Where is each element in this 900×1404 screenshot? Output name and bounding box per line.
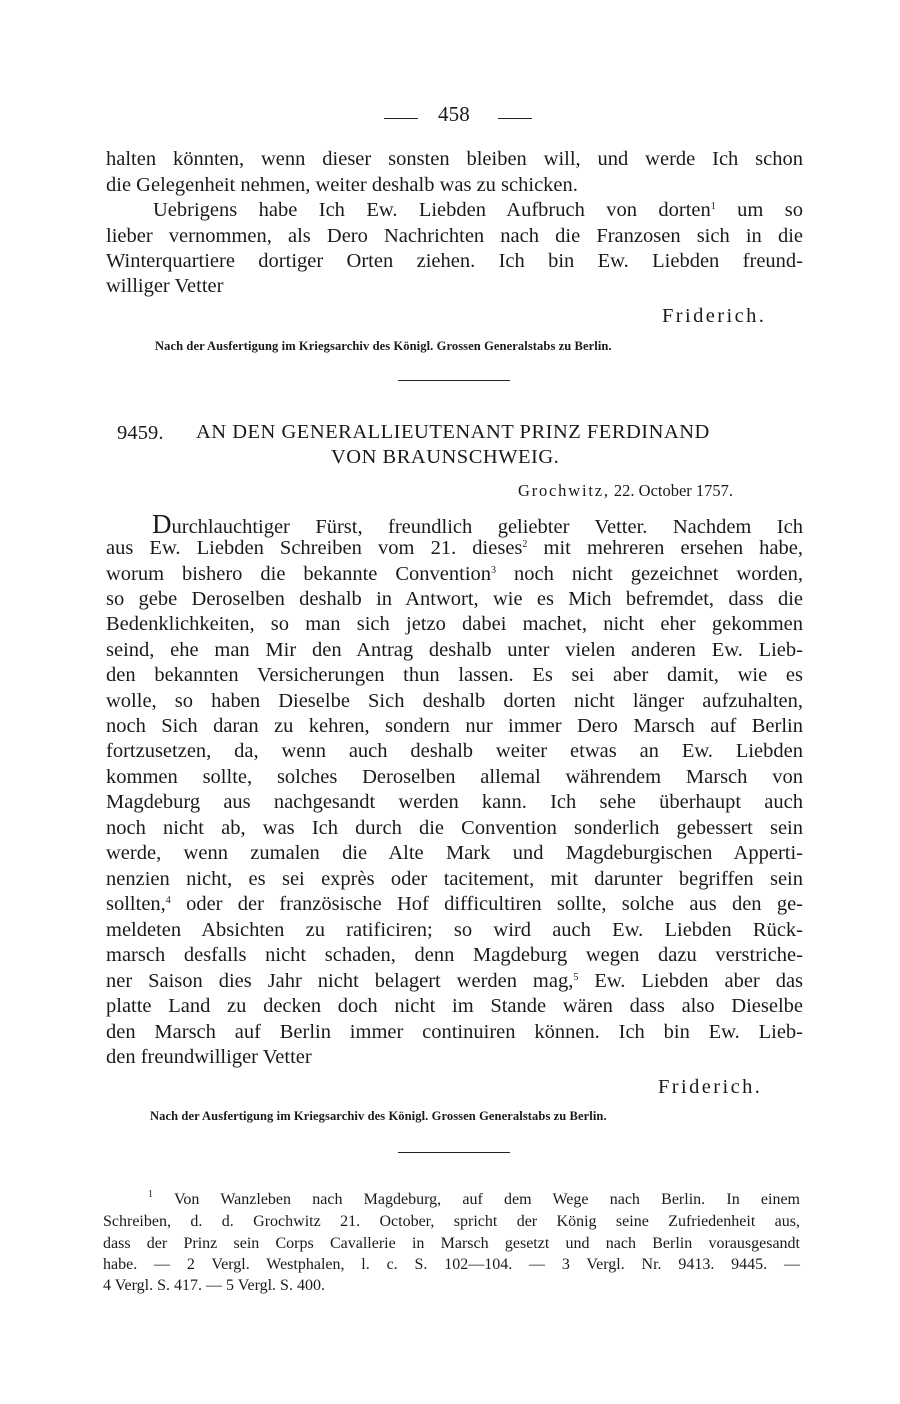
- text-line: nenzien nicht, es sei exprès oder tacitement, mit darunter begriffen sein: [106, 868, 803, 890]
- text-line: fortzusetzen, da, wenn auch deshalb weiter etwas an Ew. Liebden: [106, 740, 803, 762]
- text-line: noch nicht ab, was Ich durch die Convention sonderlich gebessert sein: [106, 817, 803, 839]
- footnote-line: 4 Vergl. S. 417. — 5 Vergl. S. 400.: [103, 1277, 325, 1294]
- letter-number: 9459.: [117, 422, 164, 444]
- text-line: lieber vernommen, als Dero Nachrichten nach die Franzosen sich in die: [106, 225, 803, 247]
- text-line: sollten,$^4$ oder der französische Hof difficultiren sollte, solche aus den ge-: [106, 893, 804, 915]
- text-line: Magdeburg aus nachgesandt werden kann. Ich sehe überhaupt auch: [106, 791, 803, 813]
- footnote-line: Schreiben, d. d. Grochwitz 21. October, spricht der König seine Zufriedenheit aus,: [103, 1213, 800, 1230]
- signature: Friderich.: [658, 1076, 763, 1098]
- text-line: Durchlauchtiger Fürst, freundlich geliebter Vetter. Nachdem Ich: [152, 509, 803, 539]
- text-line: so gebe Deroselben deshalb in Antwort, wie es Mich befremdet, dass die: [106, 588, 803, 610]
- letter-heading: AN DEN GENERALLIEUTENANT PRINZ FERDINAND: [196, 421, 710, 443]
- signature: Friderich.: [662, 305, 767, 327]
- text-line: Uebrigens habe Ich Ew. Liebden Aufbruch von dorten$^1$ um so: [153, 199, 803, 221]
- text-line: die Gelegenheit nehmen, weiter deshalb was zu schicken.: [106, 174, 578, 196]
- text-line: platte Land zu decken doch nicht im Stande wären dass also Dieselbe: [106, 995, 803, 1017]
- footnote-mark: 1: [710, 201, 716, 212]
- text-line: seind, ehe man Mir den Antrag deshalb unter vielen anderen Ew. Lieb-: [106, 639, 803, 661]
- text-line: den bekannten Versicherungen thun lassen. Es sei aber damit, wie es: [106, 664, 803, 686]
- footnote-mark: 5: [573, 972, 579, 983]
- text-line: den freundwilliger Vetter: [106, 1046, 312, 1068]
- footnote-divider: [398, 1152, 510, 1153]
- footnote-mark: 1: [148, 1189, 153, 1200]
- text-line: noch Sich daran zu kehren, sondern nur immer Dero Marsch auf Berlin: [106, 715, 803, 737]
- text-line: aus Ew. Liebden Schreiben vom 21. dieses$^2$ mit mehreren ersehen habe,: [106, 537, 803, 559]
- text-line: halten könnten, wenn dieser sonsten bleiben will, und werde Ich schon: [106, 148, 803, 170]
- footnote-line: habe. — 2 Vergl. Westphalen, l. c. S. 102—104. — 3 Vergl. Nr. 9413. 9445. —: [103, 1256, 800, 1273]
- text-line: Bedenklichkeiten, so man sich jetzo dabei machet, nicht eher gekommen: [106, 613, 803, 635]
- text-line: Winterquartiere dortiger Orten ziehen. Ich bin Ew. Liebden freund-: [106, 250, 803, 272]
- footnote-line: dass der Prinz sein Corps Cavallerie in Marsch gesetzt und nach Berlin vorausgesandt: [103, 1235, 800, 1252]
- footnote-mark: 4: [165, 895, 171, 906]
- text-line: werde, wenn zumalen die Alte Mark und Magdeburgischen Apperti-: [106, 842, 803, 864]
- footnote-mark: 3: [491, 565, 497, 576]
- source-note: Nach der Ausfertigung im Kriegsarchiv des Königl. Grossen Generalstabs zu Berlin.: [150, 1109, 607, 1123]
- text-line: williger Vetter: [106, 275, 224, 297]
- drop-cap: D: [152, 509, 172, 539]
- place-date: Grochwitz, 22. October 1757.: [518, 481, 734, 500]
- header-rule-right: [498, 118, 532, 119]
- header-rule-left: [384, 118, 418, 119]
- section-divider: [398, 380, 510, 381]
- footnote-line: $^1$ Von Wanzleben nach Magdeburg, auf dem Wege nach Berlin. In einem: [148, 1189, 800, 1208]
- letter-heading-2: VON BRAUNSCHWEIG.: [331, 446, 560, 468]
- footnote-mark: 2: [522, 539, 528, 550]
- text-line: meldeten Absichten zu ratificiren; so wird auch Ew. Liebden Rück-: [106, 919, 803, 941]
- text-line: ner Saison dies Jahr nicht belagert werden mag,$^5$ Ew. Liebden aber das: [106, 970, 804, 992]
- page-number: 458: [438, 102, 470, 126]
- text-line: den Marsch auf Berlin immer continuiren können. Ich bin Ew. Lieb-: [106, 1021, 803, 1043]
- text-line: kommen sollte, solches Deroselben allemal währendem Marsch von: [106, 766, 803, 788]
- text-line: wolle, so haben Dieselbe Sich deshalb dorten nicht länger aufzuhalten,: [106, 690, 803, 712]
- text-line: marsch desfalls nicht schaden, denn Magdeburg wegen dazu verstriche-: [106, 944, 803, 966]
- text-line: worum bishero die bekannte Convention$^3$ noch nicht gezeichnet worden,: [106, 563, 803, 585]
- source-note: Nach der Ausfertigung im Kriegsarchiv des Königl. Grossen Generalstabs zu Berlin.: [155, 339, 612, 353]
